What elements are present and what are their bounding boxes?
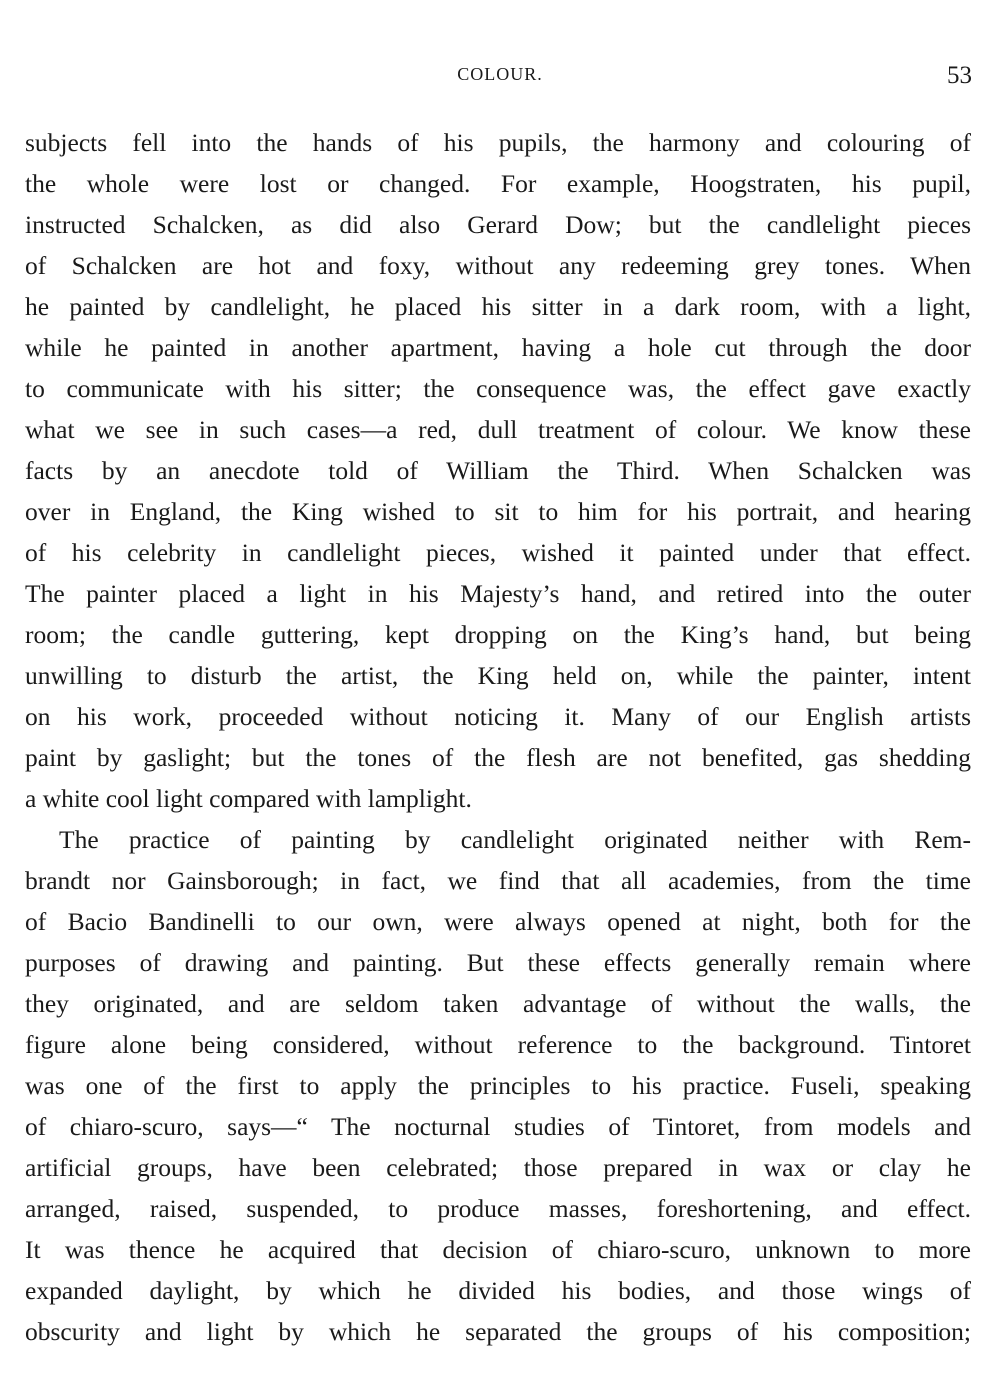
text-line: paint by gaslight; but the tones of the flesh are not benefited, gas shedding — [25, 743, 971, 772]
running-head — [0, 62, 1000, 92]
text-line: instructed Schalcken, as did also Gerard Dow; but the candlelight pieces — [25, 210, 971, 239]
text-line: The practice of painting by candlelight originated neither with Rem- — [59, 825, 971, 854]
running-title: COLOUR. — [457, 64, 543, 84]
text-line: to communicate with his sitter; the consequence was, the effect gave exactly — [25, 374, 971, 403]
text-line: obscurity and light by which he separated the groups of his composition; — [25, 1317, 971, 1346]
text-line: of chiaro-scuro, says—“ The nocturnal studies of Tintoret, from models and — [25, 1112, 971, 1141]
text-line: he painted by candlelight, he placed his sitter in a dark room, with a light, — [25, 292, 971, 321]
text-line: of Bacio Bandinelli to our own, were always opened at night, both for the — [25, 907, 971, 936]
text-line: they originated, and are seldom taken advantage of without the walls, the — [25, 989, 971, 1018]
text-line: of his celebrity in candlelight pieces, wished it painted under that effect. — [25, 538, 971, 567]
text-line: a white cool light compared with lamplight. — [25, 784, 472, 813]
text-line: room; the candle guttering, kept dropping on the King’s hand, but being — [25, 620, 971, 649]
text-line: brandt nor Gainsborough; in fact, we find that all academies, from the time — [25, 866, 971, 895]
text-line: over in England, the King wished to sit to him for his portrait, and hearing — [25, 497, 971, 526]
paragraph-2 — [25, 819, 971, 1352]
text-line: expanded daylight, by which he divided his bodies, and those wings of — [25, 1276, 971, 1305]
text-line: subjects fell into the hands of his pupils, the harmony and colouring of — [25, 128, 971, 157]
text-line: artificial groups, have been celebrated; those prepared in wax or clay he — [25, 1153, 971, 1182]
paragraph-1 — [25, 122, 971, 819]
text-line: the whole were lost or changed. For example, Hoogstraten, his pupil, — [25, 169, 971, 198]
page-number: 53 — [947, 62, 972, 89]
text-line: while he painted in another apartment, having a hole cut through the door — [25, 333, 971, 362]
text-line: of Schalcken are hot and foxy, without any redeeming grey tones. When — [25, 251, 971, 280]
text-line: what we see in such cases—a red, dull treatment of colour. We know these — [25, 415, 971, 444]
body-text — [25, 122, 971, 1352]
text-line: arranged, raised, suspended, to produce masses, foreshortening, and effect. — [25, 1194, 971, 1223]
text-line: facts by an anecdote told of William the Third. When Schalcken was — [25, 456, 971, 485]
text-line: It was thence he acquired that decision of chiaro-scuro, unknown to more — [25, 1235, 971, 1264]
text-line: purposes of drawing and painting. But these effects generally remain where — [25, 948, 971, 977]
text-line: was one of the first to apply the principles to his practice. Fuseli, speaking — [25, 1071, 971, 1100]
text-line: figure alone being considered, without reference to the background. Tintoret — [25, 1030, 971, 1059]
text-line: unwilling to disturb the artist, the King held on, while the painter, intent — [25, 661, 971, 690]
text-line: on his work, proceeded without noticing it. Many of our English artists — [25, 702, 971, 731]
text-line: The painter placed a light in his Majesty’s hand, and retired into the outer — [25, 579, 971, 608]
